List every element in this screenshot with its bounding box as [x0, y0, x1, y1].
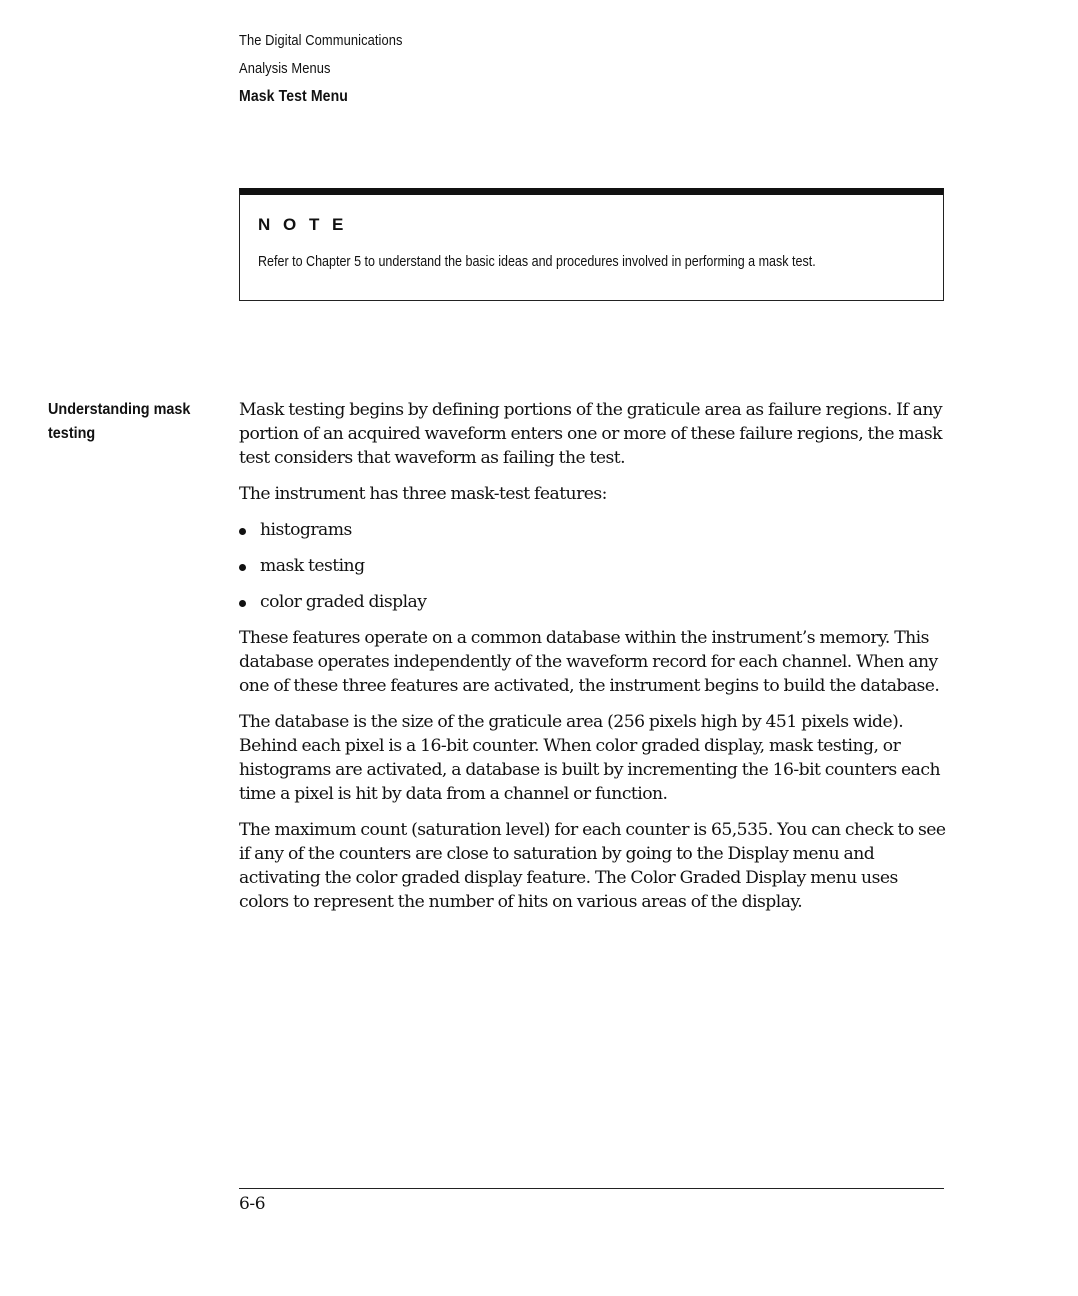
body-paragraph: The maximum count (saturation level) for each counter is 65,535. You can check to see if any of the counters are close to saturation by going to the Display menu and activating the color graded display feature. The Color Graded Display menu uses colors to represent the number of hits on various areas of the display.: [239, 820, 946, 912]
note-box: [239, 188, 944, 301]
list-item-text: histograms: [260, 520, 352, 540]
note-text: Refer to Chapter 5 to understand the basic ideas and procedures involved in performing a mask test.: [258, 253, 816, 270]
footer-rule: [239, 1188, 944, 1189]
list-item: [239, 518, 951, 542]
section-body: [239, 398, 951, 926]
list-item-text: color graded display: [260, 592, 427, 612]
body-paragraph: The instrument has three mask-test features:: [239, 484, 607, 504]
list-item-text: mask testing: [260, 556, 365, 576]
list-item: [239, 590, 951, 614]
page-number: 6-6: [239, 1194, 266, 1214]
header-subtitle: Analysis Menus: [239, 60, 331, 77]
note-heading: N O T E: [258, 215, 348, 234]
feature-list: [239, 518, 951, 614]
header-chapter-title: The Digital Communications: [239, 32, 403, 49]
list-item: [239, 554, 951, 578]
bullet-icon: [239, 528, 246, 535]
body-paragraph: These features operate on a common database within the instrument’s memory. This database operates independently of the waveform record for each channel. When any one of these three features are activated, the instrument begins to build the database.: [239, 628, 940, 696]
body-paragraph: The database is the size of the graticule area (256 pixels high by 451 pixels wide). Behind each pixel is a 16-bit counter. When color graded display, mask testing, or histograms are activated, a database is built by incrementing the 16-bit counters each time a pixel is hit by data from a channel or function.: [239, 712, 940, 804]
body-paragraph: Mask testing begins by defining portions of the graticule area as failure regions. If any portion of an acquired waveform enters one or more of these failure regions, the mask test considers that waveform as failing the test.: [239, 400, 943, 468]
header-section-title: Mask Test Menu: [239, 88, 348, 105]
bullet-icon: [239, 564, 246, 571]
bullet-icon: [239, 600, 246, 607]
section-label: Understanding mask testing: [48, 401, 191, 442]
